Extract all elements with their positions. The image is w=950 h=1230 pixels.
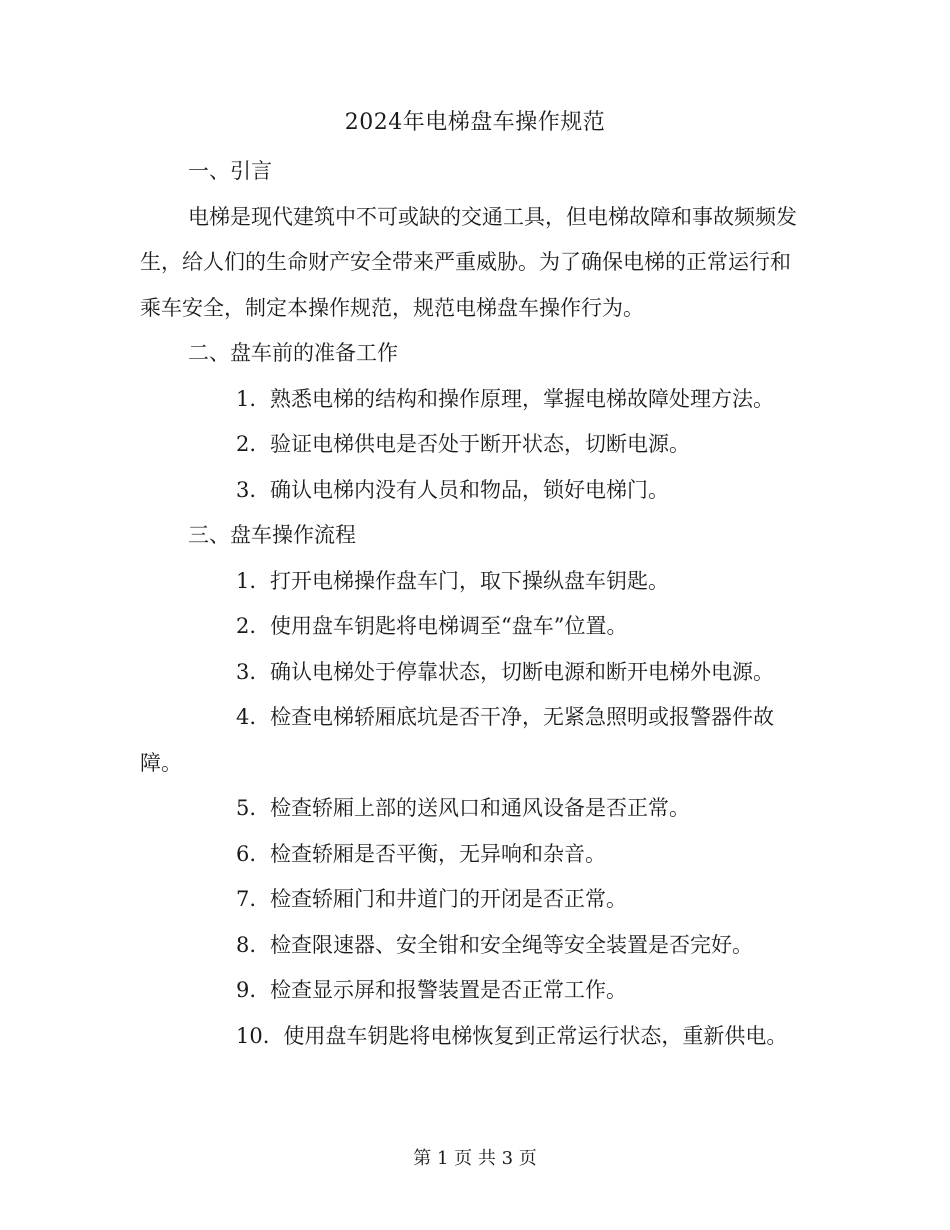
list-item-number: 6. — [236, 841, 257, 866]
list-item-number: 2. — [236, 614, 257, 638]
list-item — [140, 786, 810, 832]
list-item-number: 7. — [236, 887, 257, 911]
list-item-text: 检查显示屏和报警装置是否正常工作。 — [270, 978, 628, 1002]
section-heading-preparation: 二、盘车前的准备工作 — [188, 341, 398, 365]
list-item-text: 检查轿厢上部的送风口和通风设备是否正常。 — [270, 796, 691, 820]
list-item-number: 10. — [236, 1023, 270, 1048]
list-item-number: 2. — [236, 432, 257, 456]
page-number-footer: 第 1 页 共 3 页 — [413, 1148, 537, 1169]
list-item-number: 1. — [236, 386, 257, 411]
list-item-text: 使用盘车钥匙将电梯恢复到正常运行状态，重新供电。 — [283, 1023, 788, 1048]
list-item-number: 3. — [236, 659, 257, 684]
list-item-text: 确认电梯内没有人员和物品，锁好电梯门。 — [270, 477, 670, 502]
list-item-number: 3. — [236, 477, 257, 502]
list-item-text: 验证电梯供电是否处于断开状态，切断电源。 — [270, 432, 691, 456]
list-item — [140, 468, 810, 514]
list-item-text: 使用盘车钥匙将电梯调至“盘车”位置。 — [270, 614, 628, 638]
document-title: 2024年电梯盘车操作规范 — [344, 110, 606, 135]
list-item-number: 8. — [236, 932, 257, 957]
list-item — [140, 877, 810, 923]
list-item — [140, 923, 810, 969]
list-item-number: 9. — [236, 978, 257, 1002]
list-item — [140, 650, 810, 696]
list-item — [140, 968, 810, 1014]
list-item — [140, 559, 810, 605]
list-item — [140, 695, 810, 786]
list-item-text: 检查轿厢是否平衡，无异响和杂音。 — [270, 841, 607, 866]
list-item-text: 熟悉电梯的结构和操作原理，掌握电梯故障处理方法。 — [270, 386, 775, 411]
list-item — [140, 832, 810, 878]
list-item-text: 打开电梯操作盘车门，取下操纵盘车钥匙。 — [270, 568, 670, 593]
list-item — [140, 1014, 810, 1060]
list-item-text: 检查电梯轿厢底坑是否干净，无紧急照明或报警器件故障。 — [140, 705, 775, 775]
section-heading-process: 三、盘车操作流程 — [188, 523, 356, 547]
list-item-number: 1. — [236, 568, 257, 593]
list-item-number: 4. — [236, 705, 257, 729]
list-item-text: 检查限速器、安全钳和安全绳等安全装置是否完好。 — [270, 932, 754, 957]
intro-paragraph: 电梯是现代建筑中不可或缺的交通工具，但电梯故障和事故频频发生，给人们的生命财产安全带来严重威胁。为了确保电梯的正常运行和乘车安全，制定本操作规范，规范电梯盘车操作行为。 — [140, 204, 797, 320]
list-item — [140, 604, 810, 650]
list-item — [140, 422, 810, 468]
section-heading-intro: 一、引言 — [188, 159, 272, 183]
list-item — [140, 377, 810, 423]
document-body — [140, 149, 810, 1059]
list-item-text: 确认电梯处于停靠状态，切断电源和断开电梯外电源。 — [270, 659, 775, 684]
list-item-text: 检查轿厢门和井道门的开闭是否正常。 — [270, 887, 628, 911]
list-item-number: 5. — [236, 796, 257, 820]
